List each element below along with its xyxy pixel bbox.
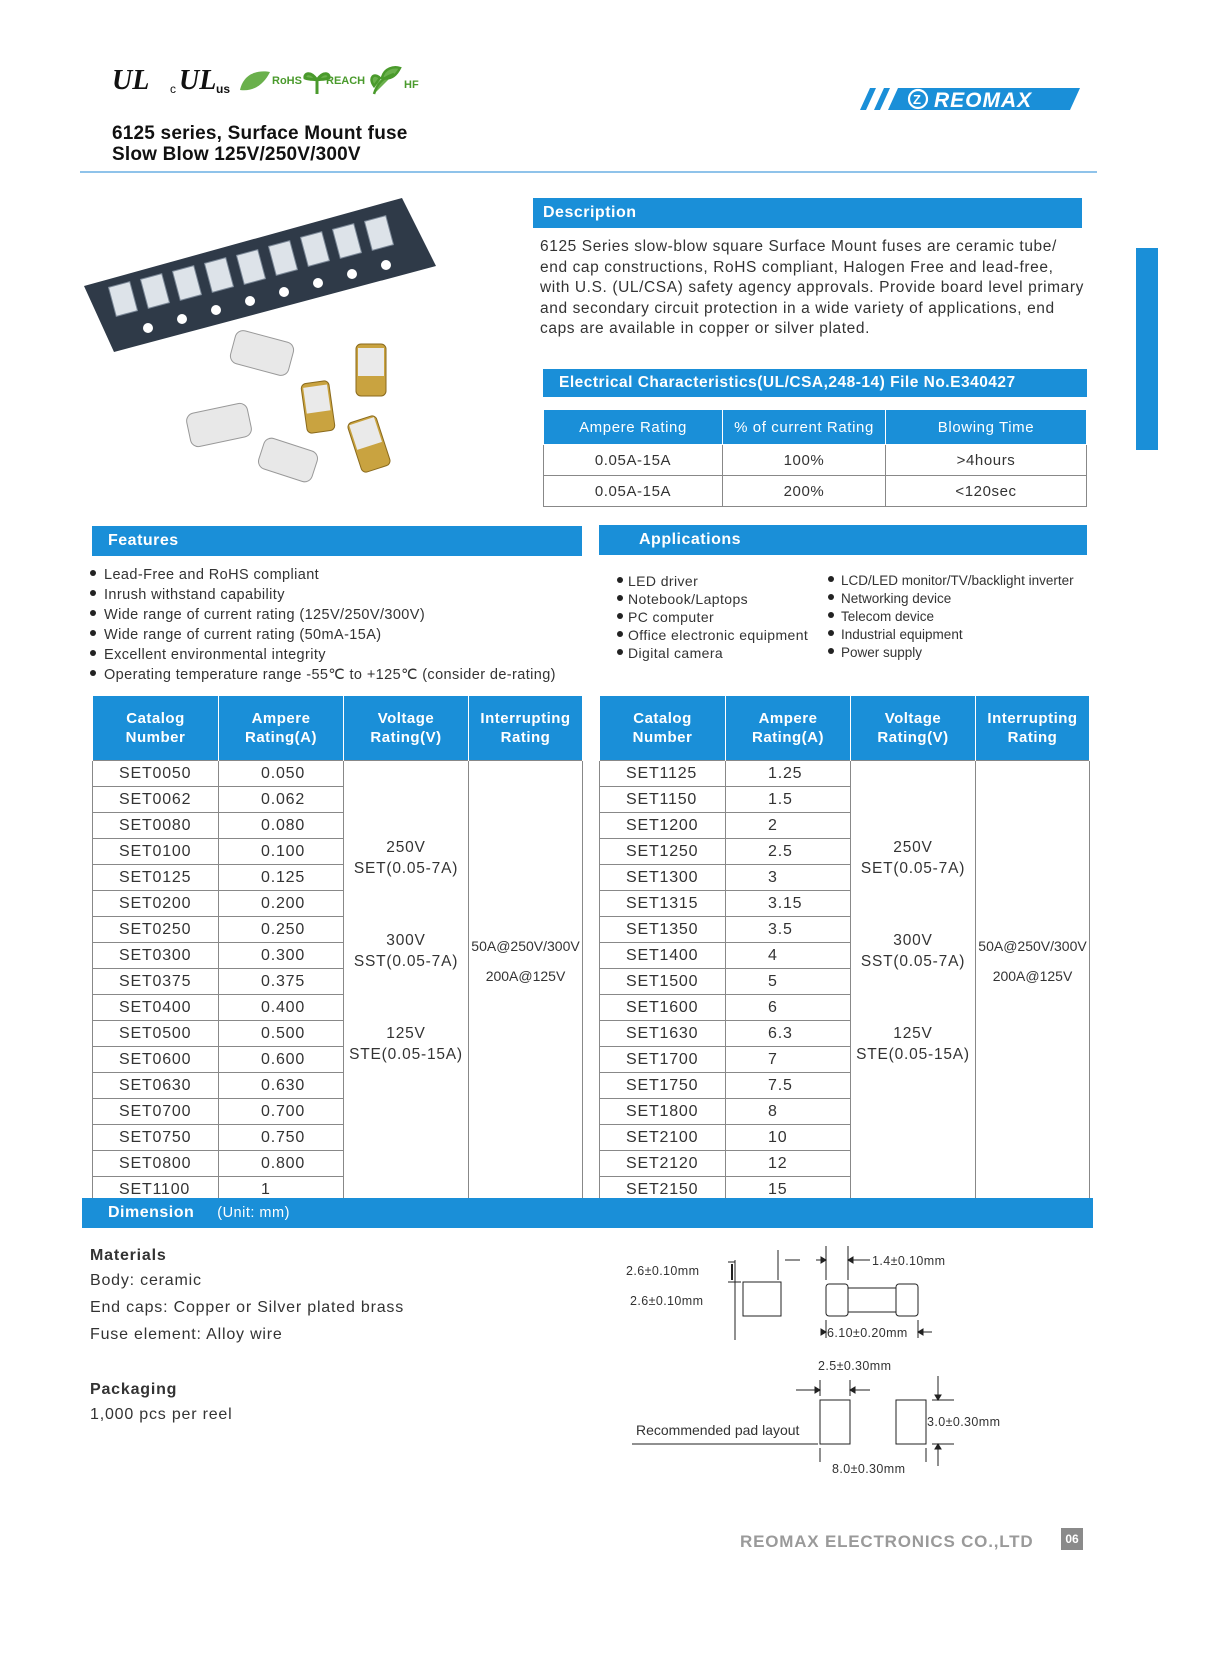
ampere-rating-cell: 0.500 xyxy=(219,1021,344,1047)
bullet-icon xyxy=(90,610,96,616)
catalog-number-cell: SET1600 xyxy=(600,995,726,1021)
application-item xyxy=(828,590,1074,608)
dimension-title: Dimension xyxy=(108,1204,195,1221)
catalog-number-cell: SET2100 xyxy=(600,1125,726,1151)
catalog-number-cell: SET1300 xyxy=(600,865,726,891)
electrical-cell: 100% xyxy=(723,445,886,476)
catalog-number-cell: SET0700 xyxy=(93,1099,219,1125)
application-text: Office electronic equipment xyxy=(628,627,809,643)
voltage-line: SET(0.05-7A) xyxy=(353,859,459,877)
loose-silver-fuses xyxy=(185,329,319,484)
electrical-row xyxy=(544,476,1087,507)
catalog-table-right xyxy=(599,696,1090,1203)
title-line-1: 6125 series, Surface Mount fuse xyxy=(112,123,408,144)
application-text: PC computer xyxy=(628,609,715,625)
bullet-icon xyxy=(617,631,623,637)
electrical-header: Ampere Rating xyxy=(544,410,723,445)
electrical-header: Blowing Time xyxy=(886,410,1087,445)
pad-layout-caption: Recommended pad layout xyxy=(636,1422,800,1438)
voltage-header: Voltage Rating(V) xyxy=(344,696,469,761)
certification-logos xyxy=(112,64,442,98)
bullet-icon xyxy=(617,613,623,619)
material-item: Body: ceramic xyxy=(90,1272,202,1289)
electrical-header-row xyxy=(544,410,1087,445)
application-item xyxy=(828,572,1074,590)
voltage-line: 250V xyxy=(893,839,933,856)
logo-stripe-1 xyxy=(860,88,876,110)
feature-text: Wide range of current rating (50mA-15A) xyxy=(104,627,382,643)
interrupting-line: 50A@250V/300V xyxy=(471,937,580,954)
catalog-number-cell: SET0600 xyxy=(93,1047,219,1073)
interrupting-line: 50A@250V/300V xyxy=(978,937,1087,954)
catalog-number-cell: SET0250 xyxy=(93,917,219,943)
voltage-line: 300V xyxy=(893,932,933,949)
features-heading: Features xyxy=(92,526,582,556)
title-line-2: Slow Blow 125V/250V/300V xyxy=(112,144,361,165)
voltage-line: 300V xyxy=(386,932,426,949)
application-text: Industrial equipment xyxy=(841,627,963,642)
certification-logos-graphic xyxy=(112,64,442,98)
dim-height-label: 2.6±0.10mm xyxy=(626,1264,700,1278)
product-photo-graphic xyxy=(82,196,442,496)
catalog-number-cell: SET0200 xyxy=(93,891,219,917)
side-tab xyxy=(1136,248,1158,450)
applications-list-2 xyxy=(828,572,1074,662)
ampere-rating-cell: 3.15 xyxy=(726,891,851,917)
ampere-rating-cell: 0.125 xyxy=(219,865,344,891)
voltage-line: 125V xyxy=(386,1025,426,1042)
page-title xyxy=(112,123,408,165)
feature-item xyxy=(90,565,556,585)
ampere-rating-cell: 5 xyxy=(726,969,851,995)
application-item xyxy=(617,590,808,608)
brand-logo xyxy=(852,86,1082,112)
electrical-row xyxy=(544,445,1087,476)
catalog-number-cell: SET0750 xyxy=(93,1125,219,1151)
bullet-icon xyxy=(90,670,96,676)
catalog-number-cell: SET1250 xyxy=(600,839,726,865)
application-item xyxy=(828,626,1074,644)
catalog-number-cell: SET1100 xyxy=(93,1177,219,1203)
interrupting-header: Interrupting Rating xyxy=(469,696,583,761)
catalog-body xyxy=(600,761,1090,1203)
application-text: Notebook/Laptops xyxy=(628,591,749,607)
electrical-cell: 0.05A-15A xyxy=(544,445,723,476)
ampere-rating-cell: 0.600 xyxy=(219,1047,344,1073)
catalog-number-cell: SET0500 xyxy=(93,1021,219,1047)
bullet-icon xyxy=(90,630,96,636)
logo-z-mark: Z xyxy=(913,92,921,107)
ampere-rating-cell: 10 xyxy=(726,1125,851,1151)
description-heading: Description xyxy=(533,198,1082,228)
catalog-number-cell: SET0300 xyxy=(93,943,219,969)
dim-cap-label: 1.4±0.10mm xyxy=(872,1254,946,1268)
interrupting-line: 200A@125V xyxy=(485,967,566,984)
application-text: Telecom device xyxy=(841,609,935,624)
voltage-line: SET(0.05-7A) xyxy=(860,859,966,877)
application-text: Digital camera xyxy=(628,645,724,661)
catalog-row xyxy=(93,761,583,787)
ampere-rating-cell: 6 xyxy=(726,995,851,1021)
catalog-number-cell: SET0400 xyxy=(93,995,219,1021)
catalog-number-cell: SET1500 xyxy=(600,969,726,995)
bullet-icon xyxy=(90,570,96,576)
catalog-row xyxy=(600,761,1090,787)
ampere-rating-cell: 0.050 xyxy=(219,761,344,787)
header-divider xyxy=(80,171,1097,173)
ampere-rating-cell: 0.700 xyxy=(219,1099,344,1125)
voltage-rating-cell xyxy=(851,761,976,1203)
catalog-number-cell: SET0100 xyxy=(93,839,219,865)
dimension-unit: (Unit: mm) xyxy=(217,1205,290,1221)
dim-width-label: 2.6±0.10mm xyxy=(630,1294,704,1308)
catalog-number-cell: SET1400 xyxy=(600,943,726,969)
catalog-number-cell: SET1200 xyxy=(600,813,726,839)
catalog-number-cell: SET1350 xyxy=(600,917,726,943)
feature-text: Inrush withstand capability xyxy=(104,587,285,603)
ul-mark: UL xyxy=(112,65,150,96)
ampere-rating-cell: 1.25 xyxy=(726,761,851,787)
packaging-title: Packaging xyxy=(90,1381,178,1398)
bullet-icon xyxy=(617,649,623,655)
ampere-rating-cell: 3.5 xyxy=(726,917,851,943)
reach-label: REACH xyxy=(326,75,366,87)
application-item xyxy=(617,644,808,662)
electrical-table xyxy=(543,409,1087,507)
bullet-icon xyxy=(828,630,834,636)
application-item xyxy=(828,644,1074,662)
application-text: Networking device xyxy=(841,591,952,606)
end-view-drawing xyxy=(728,1250,800,1340)
ampere-rating-cell: 0.080 xyxy=(219,813,344,839)
rohs-leaf-icon xyxy=(240,71,270,90)
brand-name: REOMAX xyxy=(934,89,1033,112)
application-text: LED driver xyxy=(628,573,699,589)
feature-item xyxy=(90,585,556,605)
electrical-header: % of current Rating xyxy=(723,410,886,445)
electrical-cell: <120sec xyxy=(886,476,1087,507)
ampere-rating-cell: 0.750 xyxy=(219,1125,344,1151)
ampere-rating-cell: 0.250 xyxy=(219,917,344,943)
voltage-line: 250V xyxy=(386,839,426,856)
ampere-rating-cell: 0.300 xyxy=(219,943,344,969)
bullet-icon xyxy=(828,576,834,582)
voltage-line: SST(0.05-7A) xyxy=(860,952,966,970)
ampere-rating-cell: 12 xyxy=(726,1151,851,1177)
application-text: Power supply xyxy=(841,645,923,660)
rohs-label: RoHS xyxy=(272,75,302,87)
packaging-text: 1,000 pcs per reel xyxy=(90,1406,233,1423)
catalog-number-cell: SET2150 xyxy=(600,1177,726,1203)
hf-leaf-icon xyxy=(372,67,400,94)
ampere-rating-cell: 6.3 xyxy=(726,1021,851,1047)
catalog-number-cell: SET1700 xyxy=(600,1047,726,1073)
cul-us-mark: us xyxy=(216,82,231,96)
ampere-rating-cell: 8 xyxy=(726,1099,851,1125)
material-item: Fuse element: Alloy wire xyxy=(90,1326,283,1343)
feature-item xyxy=(90,625,556,645)
bullet-icon xyxy=(828,648,834,654)
feature-text: Excellent environmental integrity xyxy=(104,647,326,663)
interrupting-rating-cell xyxy=(976,761,1090,1203)
feature-text: Operating temperature range -55℃ to +125℃ (consider de-rating) xyxy=(104,667,556,683)
hf-label: HF xyxy=(404,79,419,91)
cul-ul-mark: UL xyxy=(179,65,217,96)
feature-item xyxy=(90,665,556,685)
dimension-drawing xyxy=(620,1240,1020,1480)
catalog-number-cell: SET0080 xyxy=(93,813,219,839)
logo-stripe-2 xyxy=(874,88,890,110)
feature-text: Lead-Free and RoHS compliant xyxy=(104,567,320,583)
cul-c-mark: c xyxy=(170,82,176,96)
ampere-rating-cell: 0.630 xyxy=(219,1073,344,1099)
catalog-number-cell: SET0050 xyxy=(93,761,219,787)
application-item xyxy=(617,608,808,626)
catalog-number-cell: SET1315 xyxy=(600,891,726,917)
description-line: caps are available in copper or silver plated. xyxy=(540,320,871,337)
ampere-rating-cell: 7.5 xyxy=(726,1073,851,1099)
ampere-rating-cell: 3 xyxy=(726,865,851,891)
bullet-icon xyxy=(617,595,623,601)
description-line: and secondary circuit protection in a wide variety of applications, end xyxy=(540,299,1055,317)
catalog-number-cell: SET0630 xyxy=(93,1073,219,1099)
ampere-rating-cell: 0.400 xyxy=(219,995,344,1021)
catalog-header-row xyxy=(93,696,583,761)
catalog-header: Catalog Number xyxy=(600,696,726,761)
electrical-heading: Electrical Characteristics(UL/CSA,248-14) File No.E340427 xyxy=(543,369,1087,397)
ampere-rating-cell: 0.100 xyxy=(219,839,344,865)
catalog-number-cell: SET2120 xyxy=(600,1151,726,1177)
ampere-rating-cell: 7 xyxy=(726,1047,851,1073)
catalog-header-row xyxy=(600,696,1090,761)
ampere-rating-cell: 0.200 xyxy=(219,891,344,917)
ampere-rating-cell: 4 xyxy=(726,943,851,969)
catalog-number-cell: SET1630 xyxy=(600,1021,726,1047)
application-text: LCD/LED monitor/TV/backlight inverter xyxy=(841,573,1074,588)
ampere-rating-cell: 0.375 xyxy=(219,969,344,995)
page-number: 06 xyxy=(1061,1528,1083,1550)
dim-pad-span-label: 8.0±0.30mm xyxy=(832,1462,906,1476)
interrupting-line: 200A@125V xyxy=(992,967,1073,984)
dim-pad-width-label: 2.5±0.30mm xyxy=(818,1359,892,1373)
electrical-cell: >4hours xyxy=(886,445,1087,476)
product-photo xyxy=(82,196,442,496)
ampere-rating-cell: 2 xyxy=(726,813,851,839)
footer-company: REOMAX ELECTRONICS CO.,LTD xyxy=(740,1532,1034,1551)
bullet-icon xyxy=(828,594,834,600)
application-item xyxy=(617,626,808,644)
voltage-line: SST(0.05-7A) xyxy=(353,952,459,970)
materials-title: Materials xyxy=(90,1247,167,1264)
pad-layout-drawing xyxy=(632,1376,954,1466)
catalog-number-cell: SET0125 xyxy=(93,865,219,891)
catalog-number-cell: SET1150 xyxy=(600,787,726,813)
interrupting-rating-cell xyxy=(469,761,583,1203)
catalog-header: Catalog Number xyxy=(93,696,219,761)
description-text xyxy=(540,237,1096,340)
bullet-icon xyxy=(828,612,834,618)
voltage-header: Voltage Rating(V) xyxy=(851,696,976,761)
ampere-rating-cell: 2.5 xyxy=(726,839,851,865)
voltage-line: 125V xyxy=(893,1025,933,1042)
ampere-rating-cell: 1 xyxy=(219,1177,344,1203)
bullet-icon xyxy=(617,577,623,583)
catalog-body xyxy=(93,761,583,1203)
dim-pad-height-label: 3.0±0.30mm xyxy=(927,1415,1001,1429)
description-line: with U.S. (UL/CSA) safety agency approvals. Provide board level primary xyxy=(540,279,1084,296)
catalog-number-cell: SET0062 xyxy=(93,787,219,813)
applications-list-1 xyxy=(617,572,808,662)
description-line: end cap constructions, RoHS compliant, Halogen Free and lead-free, xyxy=(540,258,1054,276)
ampere-rating-cell: 0.800 xyxy=(219,1151,344,1177)
voltage-line: STE(0.05-15A) xyxy=(856,1045,970,1063)
materials-block xyxy=(90,1245,404,1424)
bullet-icon xyxy=(90,590,96,596)
catalog-number-cell: SET1800 xyxy=(600,1099,726,1125)
catalog-number-cell: SET1750 xyxy=(600,1073,726,1099)
ampere-rating-cell: 0.062 xyxy=(219,787,344,813)
bullet-icon xyxy=(90,650,96,656)
catalog-number-cell: SET0800 xyxy=(93,1151,219,1177)
features-list xyxy=(90,565,556,685)
feature-item xyxy=(90,605,556,625)
ampere-rating-cell: 1.5 xyxy=(726,787,851,813)
dim-length-label: 6.10±0.20mm xyxy=(827,1326,908,1340)
material-item: End caps: Copper or Silver plated brass xyxy=(90,1299,405,1316)
application-item xyxy=(617,572,808,590)
description-line: 6125 Series slow-blow square Surface Mount fuses are ceramic tube/ xyxy=(540,238,1057,255)
dimension-heading xyxy=(82,1198,1093,1228)
catalog-table-left xyxy=(92,696,583,1203)
electrical-cell: 200% xyxy=(723,476,886,507)
electrical-cell: 0.05A-15A xyxy=(544,476,723,507)
brand-logo-graphic xyxy=(852,86,1082,112)
ampere-header: Ampere Rating(A) xyxy=(726,696,851,761)
feature-item xyxy=(90,645,556,665)
interrupting-header: Interrupting Rating xyxy=(976,696,1090,761)
voltage-line: STE(0.05-15A) xyxy=(349,1045,463,1063)
ampere-rating-cell: 15 xyxy=(726,1177,851,1203)
application-item xyxy=(828,608,1074,626)
voltage-rating-cell xyxy=(344,761,469,1203)
ampere-header: Ampere Rating(A) xyxy=(219,696,344,761)
catalog-number-cell: SET1125 xyxy=(600,761,726,787)
applications-heading: Applications xyxy=(599,525,1087,555)
feature-text: Wide range of current rating (125V/250V/300V) xyxy=(104,607,426,623)
catalog-number-cell: SET0375 xyxy=(93,969,219,995)
